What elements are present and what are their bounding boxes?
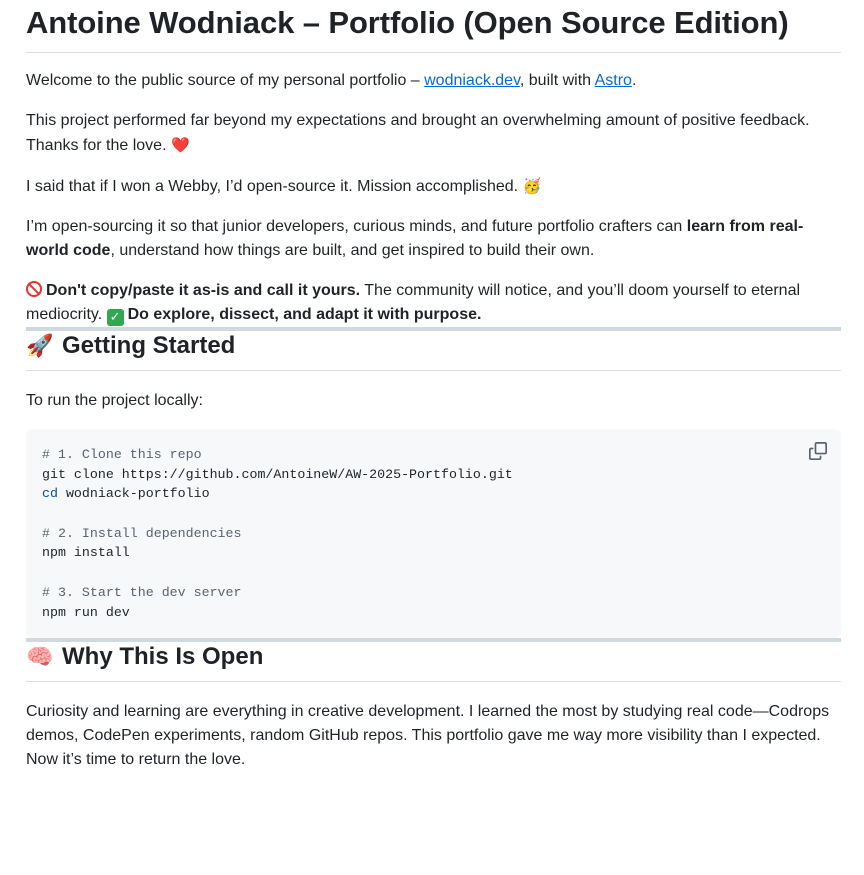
warning-text: The community will notice, and you’ll doom yourself to eternal mediocrity. [26, 282, 801, 323]
code-line [42, 484, 825, 504]
code-line: npm install [42, 545, 130, 561]
code-block[interactable] [26, 429, 841, 638]
why-open-heading [26, 642, 841, 682]
getting-started-lead: To run the project locally: [26, 392, 203, 409]
copy-icon[interactable] [809, 442, 827, 460]
code-line: # 2. Install dependencies [42, 525, 242, 541]
party-face-icon: 🥳 [522, 177, 542, 195]
purpose-paragraph [26, 215, 841, 263]
intro-text-start: Welcome to the public source of my personal portfolio – [26, 72, 425, 89]
code-line: git clone https://github.com/AntoineW/AW-2025-Portfolio.git [42, 466, 513, 482]
webby-paragraph [26, 174, 841, 199]
warning-bold: Don't copy/paste it as-is and call it yours. [46, 282, 361, 299]
purpose-text-end: , understand how things are built, and get inspired to build their own. [110, 242, 595, 259]
feedback-text: This project performed far beyond my expectations and brought an overwhelming amount of positive feedback. Thanks for the love. [26, 112, 810, 154]
purpose-text-bold: learn from real-world code [26, 218, 804, 259]
getting-started-heading [26, 331, 841, 371]
astro-link[interactable]: Astro [594, 72, 632, 89]
brain-icon: 🧠 [26, 645, 54, 670]
why-open-paragraph: Curiosity and learning are everything in creative development. I learned the most by studying real code—Codrops demos, CodePen experiments, random GitHub repos. This portfolio gave me way more visibility than I expected. Now it’s time to return the love. [26, 703, 830, 768]
code-text: wodniack-portfolio [57, 486, 210, 502]
code-content [42, 445, 825, 622]
page-title: Antoine Wodniack – Portfolio (Open Source Edition) [26, 0, 841, 53]
code-line: npm run dev [42, 604, 130, 620]
why-open-heading-text: Why This Is Open [62, 643, 264, 670]
intro-paragraph [26, 69, 841, 93]
code-line [42, 504, 825, 524]
rocket-icon: 🚀 [26, 334, 54, 359]
purpose-text-start: I’m open-sourcing it so that junior developers, curious minds, and future portfolio crafters can [26, 218, 687, 235]
no-entry-icon [26, 281, 42, 297]
warning-paragraph [26, 279, 841, 327]
getting-started-heading-text: Getting Started [62, 332, 236, 359]
code-keyword: cd [42, 486, 58, 502]
check-mark-icon: ✓ [107, 309, 124, 326]
code-line [42, 563, 825, 583]
webby-text: I said that if I won a Webby, I’d open-source it. Mission accomplished. [26, 178, 523, 195]
feedback-paragraph [26, 109, 841, 158]
intro-text-end: . [631, 72, 637, 89]
wodniack-dev-link[interactable]: wodniack.dev [424, 72, 520, 89]
code-line: # 3. Start the dev server [42, 584, 242, 600]
readme-article [26, 0, 841, 772]
encourage-bold: Do explore, dissect, and adapt it with purpose. [127, 306, 482, 323]
intro-text-middle: , built with [519, 72, 595, 89]
heart-icon: ❤️ [170, 136, 190, 154]
code-line: # 1. Clone this repo [42, 447, 202, 462]
